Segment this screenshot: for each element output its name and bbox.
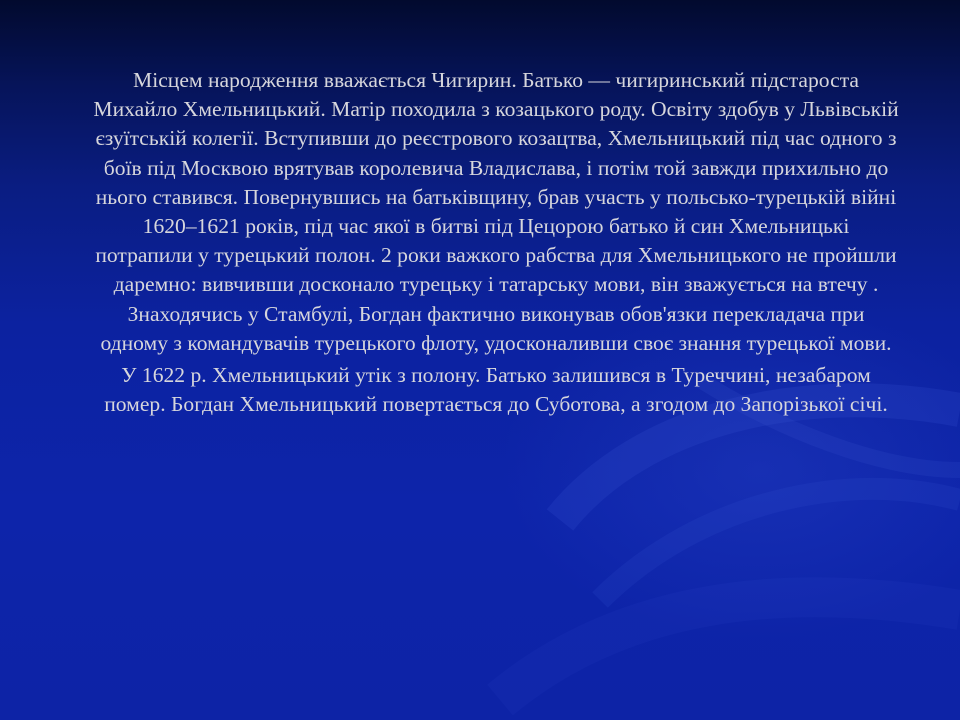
- paragraph-biography: Місцем народження вважається Чигирин. Батько — чигиринський підстароста Михайло Хмельницький. Матір походила з козацького роду. Освіту здобув у Львівській єзуїтській колегії. Вступивши до реєстрового козацтва, Хмельницький під час одного з боїв під Москвою врятував королевича Владислава, і потім той завжди прихильно до нього ставився. Повернувшись на батьківщину, брав участь у польсько-турецькій війні 1620–1621 років, під час якої в битві під Цецорою батько й син Хмельницькі потрапили у турецький полон. 2 роки важкого рабства для Хмельницького не пройшли даремно: вивчивши досконало турецьку і татарську мови, він зважується на втечу . Знаходячись у Стамбулі, Богдан фактично виконував обов'язки перекладача при одному з командувачів турецького флоту, удосконаливши своє знання турецької мови.: [93, 68, 899, 355]
- slide-text-body: [92, 66, 900, 419]
- paragraph-escape: У 1622 р. Хмельницький утік з полону. Батько залишився в Туреччині, незабаром помер. Богдан Хмельницький повертається до Суботова, а згодом до Запорізької січі.: [104, 363, 888, 417]
